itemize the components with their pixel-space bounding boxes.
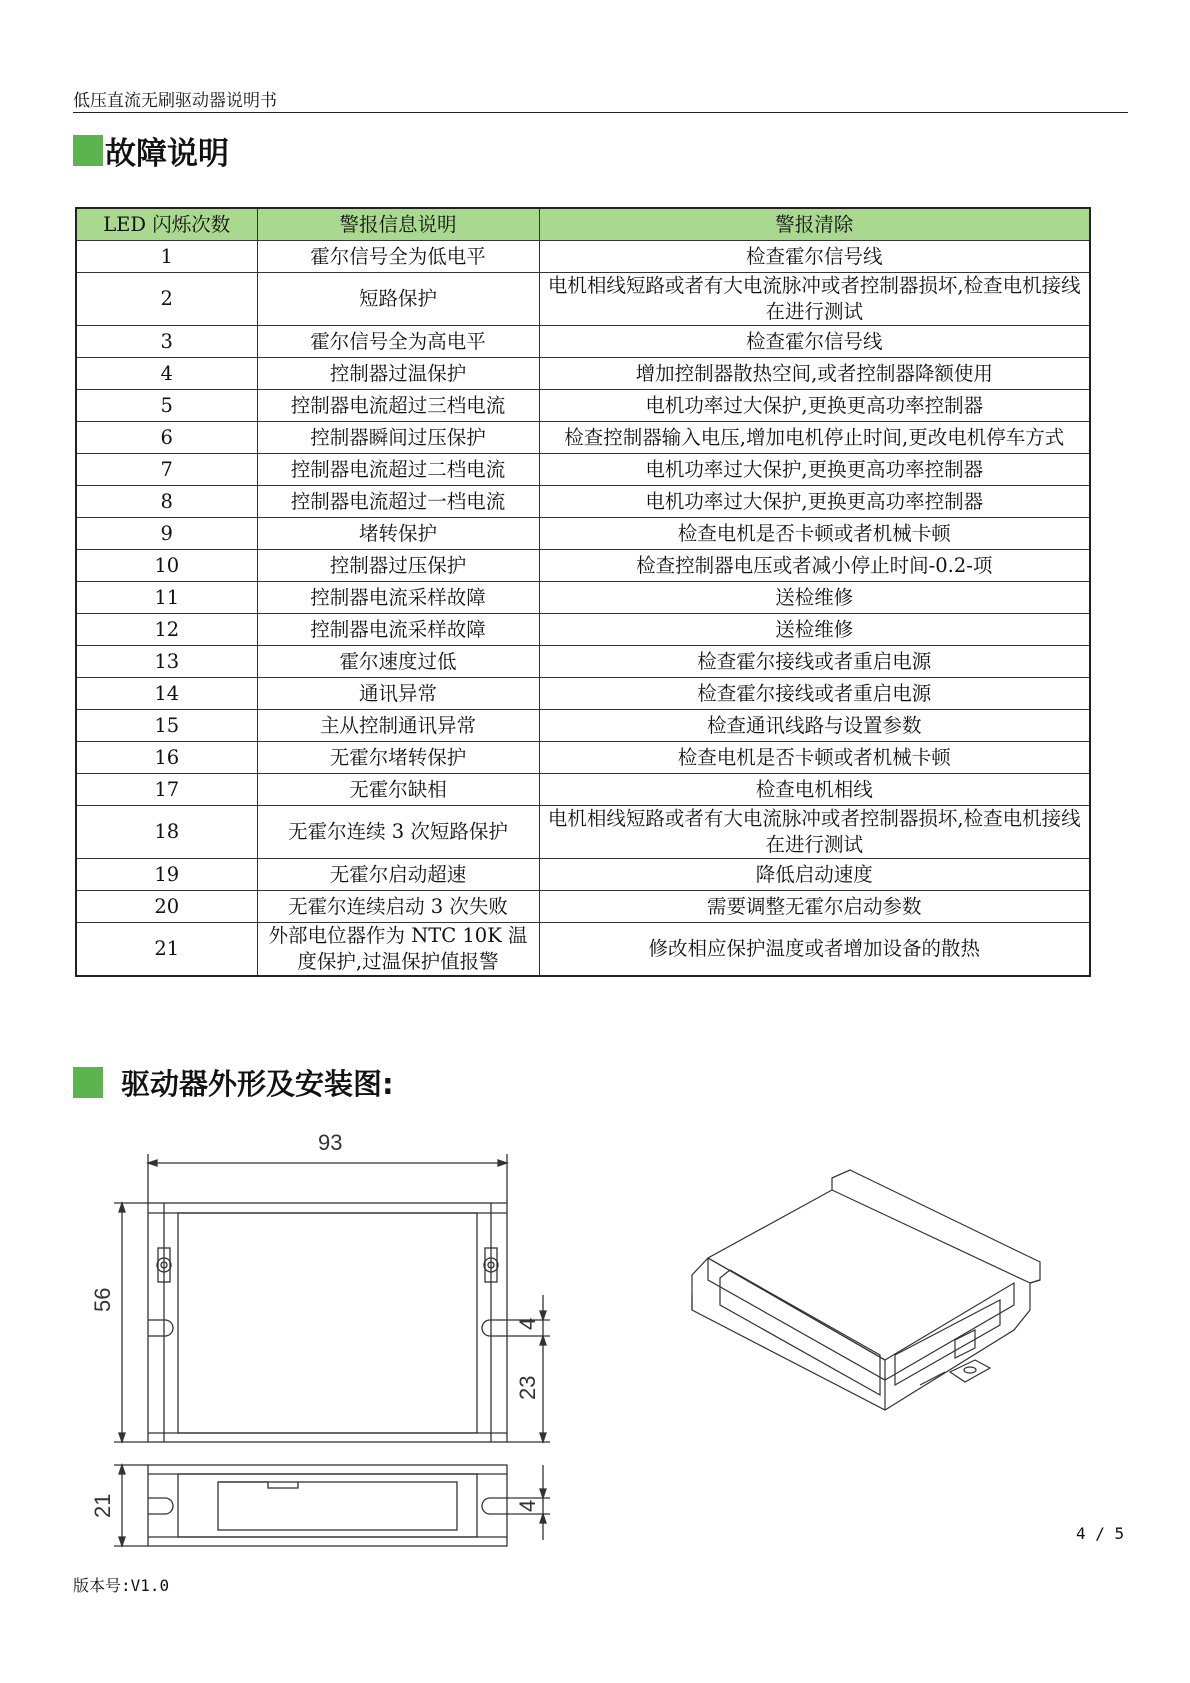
cell-alarm-info: 短路保护 <box>257 273 539 326</box>
cell-alarm-clear: 送检维修 <box>539 614 1090 646</box>
section-drawing-title: 驱动器外形及安装图: <box>121 1067 394 1101</box>
dim-depth-label: 21 <box>90 1493 115 1518</box>
cell-alarm-clear: 检查霍尔信号线 <box>539 241 1090 273</box>
top-view-inner-panel <box>178 1213 477 1433</box>
cell-alarm-info: 无霍尔堵转保护 <box>257 742 539 774</box>
cell-led-count: 16 <box>76 742 257 774</box>
cell-led-count: 14 <box>76 678 257 710</box>
cell-alarm-clear: 电机相线短路或者有大电流脉冲或者控制器损坏,检查电机接线在进行测试 <box>539 273 1090 326</box>
cell-led-count: 19 <box>76 859 257 891</box>
dim-slot-offset-label: 23 <box>515 1375 540 1400</box>
cell-led-count: 1 <box>76 241 257 273</box>
cell-alarm-clear: 电机功率过大保护,更换更高功率控制器 <box>539 390 1090 422</box>
cell-alarm-clear: 需要调整无霍尔启动参数 <box>539 891 1090 923</box>
cell-alarm-info: 控制器瞬间过压保护 <box>257 422 539 454</box>
cell-alarm-clear: 检查霍尔接线或者重启电源 <box>539 678 1090 710</box>
cell-led-count: 9 <box>76 518 257 550</box>
cell-alarm-info: 控制器电流采样故障 <box>257 614 539 646</box>
cell-alarm-clear: 电机功率过大保护,更换更高功率控制器 <box>539 454 1090 486</box>
cell-led-count: 3 <box>76 326 257 358</box>
cell-led-count: 6 <box>76 422 257 454</box>
cell-alarm-clear: 电机功率过大保护,更换更高功率控制器 <box>539 486 1090 518</box>
cell-led-count: 17 <box>76 774 257 806</box>
cell-alarm-clear: 检查霍尔接线或者重启电源 <box>539 646 1090 678</box>
cell-alarm-info: 霍尔信号全为低电平 <box>257 241 539 273</box>
cell-led-count: 7 <box>76 454 257 486</box>
right-mount-slot <box>482 1320 507 1336</box>
cell-alarm-clear: 检查电机相线 <box>539 774 1090 806</box>
dim-side-slot-label: 4 <box>515 1499 540 1512</box>
cell-alarm-info: 控制器电流超过二档电流 <box>257 454 539 486</box>
cell-alarm-clear: 降低启动速度 <box>539 859 1090 891</box>
cell-alarm-clear: 检查电机是否卡顿或者机械卡顿 <box>539 742 1090 774</box>
cell-led-count: 18 <box>76 806 257 859</box>
cell-alarm-info: 主从控制通讯异常 <box>257 710 539 742</box>
page-number: 4 / 5 <box>1076 1524 1125 1543</box>
cell-led-count: 15 <box>76 710 257 742</box>
top-view-outline <box>148 1203 507 1442</box>
iso-side-window <box>895 1300 1000 1385</box>
cell-alarm-info: 霍尔速度过低 <box>257 646 539 678</box>
cell-alarm-clear: 检查电机是否卡顿或者机械卡顿 <box>539 518 1090 550</box>
cell-alarm-clear: 增加控制器散热空间,或者控制器降额使用 <box>539 358 1090 390</box>
iso-mount-tab <box>950 1360 990 1382</box>
header-alarm-info: 警报信息说明 <box>257 208 539 241</box>
cell-led-count: 20 <box>76 891 257 923</box>
left-mount-slot <box>148 1320 173 1336</box>
dim-slot-label: 4 <box>515 1317 540 1330</box>
cell-alarm-info: 无霍尔连续启动 3 次失败 <box>257 891 539 923</box>
cell-alarm-info: 控制器过压保护 <box>257 550 539 582</box>
cell-alarm-info: 无霍尔连续 3 次短路保护 <box>257 806 539 859</box>
cell-alarm-info: 霍尔信号全为高电平 <box>257 326 539 358</box>
cell-led-count: 4 <box>76 358 257 390</box>
cell-alarm-info: 控制器电流超过一档电流 <box>257 486 539 518</box>
cell-alarm-clear: 检查控制器电压或者减小停止时间-0.2-项 <box>539 550 1090 582</box>
version-label: 版本号:V1.0 <box>73 1576 170 1595</box>
cell-led-count: 12 <box>76 614 257 646</box>
cell-led-count: 11 <box>76 582 257 614</box>
cell-led-count: 13 <box>76 646 257 678</box>
cell-alarm-clear: 检查通讯线路与设置参数 <box>539 710 1090 742</box>
cell-alarm-info: 控制器过温保护 <box>257 358 539 390</box>
cell-alarm-info: 无霍尔启动超速 <box>257 859 539 891</box>
cell-alarm-clear: 修改相应保护温度或者增加设备的散热 <box>539 923 1090 977</box>
side-view-outline <box>148 1465 507 1546</box>
cell-alarm-clear: 送检维修 <box>539 582 1090 614</box>
cell-alarm-clear: 电机相线短路或者有大电流脉冲或者控制器损坏,检查电机接线在进行测试 <box>539 806 1090 859</box>
cell-led-count: 2 <box>76 273 257 326</box>
side-view-window <box>218 1482 457 1530</box>
cell-led-count: 21 <box>76 923 257 977</box>
cell-alarm-info: 控制器电流采样故障 <box>257 582 539 614</box>
cell-alarm-info: 外部电位器作为 NTC 10K 温度保护,过温保护值报警 <box>257 923 539 977</box>
side-view <box>114 1465 550 1546</box>
cell-alarm-info: 堵转保护 <box>257 518 539 550</box>
cell-alarm-clear: 检查控制器输入电压,增加电机停止时间,更改电机停车方式 <box>539 422 1090 454</box>
document-title: 低压直流无刷驱动器说明书 <box>73 91 277 111</box>
cell-alarm-info: 控制器电流超过三档电流 <box>257 390 539 422</box>
cell-led-count: 8 <box>76 486 257 518</box>
cell-led-count: 5 <box>76 390 257 422</box>
cell-alarm-clear: 检查霍尔信号线 <box>539 326 1090 358</box>
dim-height-label: 56 <box>90 1287 115 1312</box>
top-view <box>114 1154 550 1442</box>
header-alarm-clear: 警报清除 <box>539 208 1090 241</box>
section-fault-title: 故障说明 <box>105 136 229 172</box>
cell-alarm-info: 无霍尔缺相 <box>257 774 539 806</box>
cell-alarm-info: 通讯异常 <box>257 678 539 710</box>
dim-width-label: 93 <box>318 1130 343 1155</box>
isometric-view <box>692 1170 1040 1410</box>
cell-led-count: 10 <box>76 550 257 582</box>
header-led-count: LED 闪烁次数 <box>76 208 257 241</box>
